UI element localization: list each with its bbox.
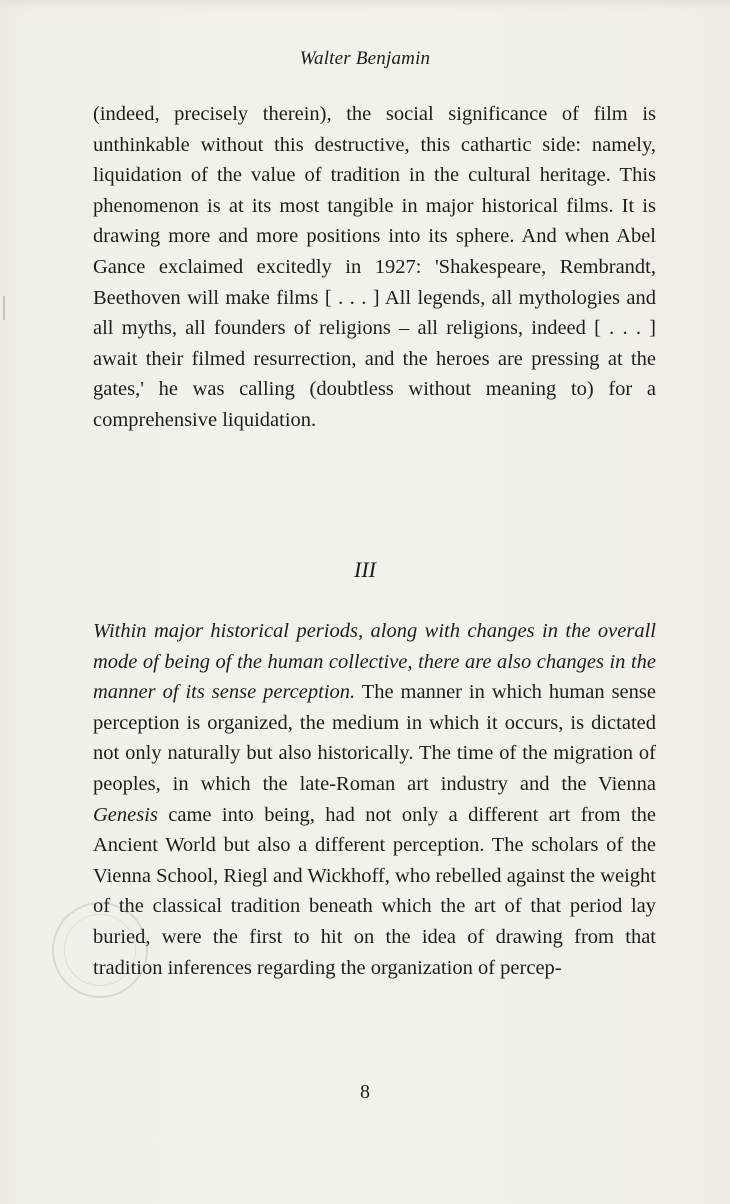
section-heading: III (354, 557, 376, 582)
paragraph-text-part-1: The manner in which human sense perception is organized, the medium in which it occurs, is dictated not only naturally but also historically. The time of the migration of peoples, in which the late-Roman art industry and the Vienna (93, 681, 656, 795)
thesis-italic-lead: Within major historical periods, along with changes in the overall mode of being of the human collective, there are also changes in the manner of its sense perception. (93, 620, 656, 704)
italic-title-genesis: Genesis (93, 803, 158, 826)
running-head: Walter Benjamin (299, 48, 431, 69)
paragraph-continued: (indeed, precisely therein), the social significance of film is unthinkable without this destructive, this cathartic side: namely, liquidation of the value of tradition in the cultural heritage. This phenomenon is at its most tangible in major historical films. It is drawing more and more positions into its sphere. And when Abel Gance exclaimed excitedly in 1927: 'Shakespeare, Rembrandt, Beethoven will make films [ . . . ] All legends, all mythologies and all myths, all founders of religions – all religions, indeed [ . . . ] await their filmed resurrection, and the heroes are pressing at the gates,' he was calling (doubtless without meaning to) for a comprehensive liquidation. (93, 103, 656, 431)
page-number: 8 (360, 1081, 370, 1103)
page-top-edge (0, 0, 730, 10)
paragraph-section-three (93, 616, 656, 983)
library-stamp-watermark (52, 902, 148, 998)
paragraph-text-part-2: came into being, had not only a different art from the Ancient World but also a different perception. The scholars of the Vienna School, Riegl and Wickhoff, who rebelled against the weight of the classical tradition beneath which the art of that period lay buried, were the first to hit on the idea of drawing from that tradition inferences regarding the organization of percep- (93, 803, 656, 979)
margin-mark (3, 296, 5, 320)
